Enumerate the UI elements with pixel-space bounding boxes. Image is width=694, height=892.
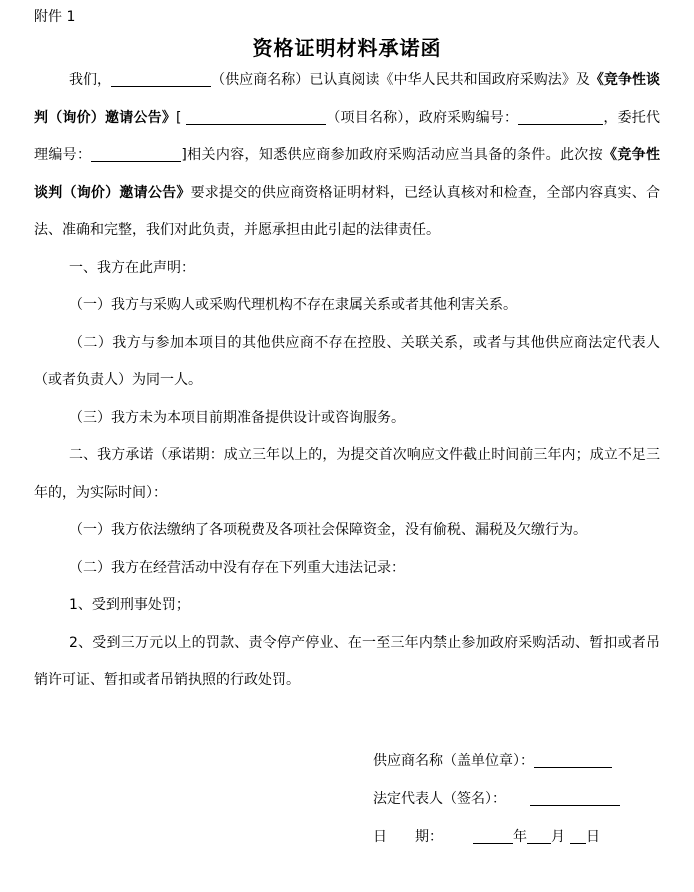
declaration-item-2-text: （二）我方与参加本项目的其他供应商不存在控股、关联关系，或者与其他供应商法定代表人（或者负责人）为同一人。 [34, 334, 660, 388]
supplier-seal-blank [534, 755, 612, 768]
bracket-open: [ [176, 109, 187, 126]
intro-text: ]相关内容，知悉供应商参加政府采购活动应当具备的条件。此次按 [181, 147, 603, 163]
spacer [443, 840, 473, 841]
commitment-item-2 [34, 550, 660, 588]
invitation-announcement-title: 《竞争性谈判（询价）邀请公告》 [34, 72, 661, 126]
agency-number-blank [91, 149, 181, 162]
document-body [34, 62, 660, 700]
intro-paragraph [34, 62, 660, 250]
legal-representative-signature-blank [530, 793, 620, 806]
section-two-heading: 二、我方承诺（承诺期：成立三年以上的，为提交首次响应文件截止时间前三年内；成立不足三年的，为实际时间）： [34, 447, 660, 501]
declaration-item-2 [34, 325, 660, 400]
violation-item-2 [34, 625, 660, 700]
declaration-heading [34, 250, 660, 288]
violation-item-2-text: 2、受到三万元以上的罚款、责令停产停业、在一至三年内禁止参加政府采购活动、暂扣或者吊销许可证、暂扣或者吊销执照的行政处罚。 [34, 634, 660, 688]
intro-text: 要求提交的供应商资格证明材料，已经认真核对和检查，全部内容真实、合法、准确和完整，我们对此负责，并愿承担由此引起的法律责任。 [34, 184, 661, 238]
date-label: 日 期： [373, 828, 443, 845]
commitment-heading [34, 437, 660, 512]
year-label: 年 [513, 828, 527, 845]
invitation-announcement-title: 《竞争性谈判（询价）邀请公告》 [34, 147, 661, 201]
procurement-number-label: （项目名称），政府采购编号： [326, 109, 519, 126]
day-blank [570, 831, 586, 844]
procurement-number-blank [518, 112, 603, 125]
commitment-item-1 [34, 512, 660, 550]
document-title: 资格证明材料承诺函 [252, 36, 442, 60]
declaration-item-3-text: （三）我方未为本项目前期准备提供设计或咨询服务。 [69, 409, 405, 426]
spacer [506, 802, 530, 803]
month-blank [527, 831, 551, 844]
violation-item-1 [34, 587, 660, 625]
month-label: 月 [551, 828, 565, 845]
year-blank [473, 831, 513, 844]
intro-text: （供应商名称）已认真阅读《中华人民共和国政府采购法》及 [211, 72, 590, 88]
legal-representative-row [373, 780, 660, 818]
declaration-item-3 [34, 400, 660, 438]
legal-representative-label: 法定代表人（签名）： [373, 790, 506, 807]
commitment-item-2-text: （二）我方在经营活动中没有存在下列重大违法记录： [69, 559, 405, 576]
attachment-label: 附件 1 [34, 9, 76, 25]
supplier-name-blank [111, 74, 211, 87]
supplier-name-row [373, 742, 660, 780]
commitment-item-1-text: （一）我方依法缴纳了各项税费及各项社会保障资金，没有偷税、漏税及欠缴行为。 [69, 522, 587, 538]
day-label: 日 [586, 828, 600, 845]
section-one-heading: 一、我方在此声明： [69, 259, 195, 276]
intro-lead-text: 我们， [69, 72, 112, 88]
declaration-item-1-text: （一）我方与采购人或采购代理机构不存在隶属关系或者其他利害关系。 [69, 297, 517, 313]
date-row [373, 818, 660, 856]
declaration-item-1 [34, 287, 660, 325]
violation-item-1-text: 1、受到刑事处罚； [69, 597, 190, 613]
supplier-seal-label: 供应商名称（盖单位章）： [373, 752, 534, 769]
signature-block [373, 742, 660, 856]
agency-number-label: ，委托代理编号： [34, 109, 661, 163]
project-name-blank [186, 112, 326, 125]
